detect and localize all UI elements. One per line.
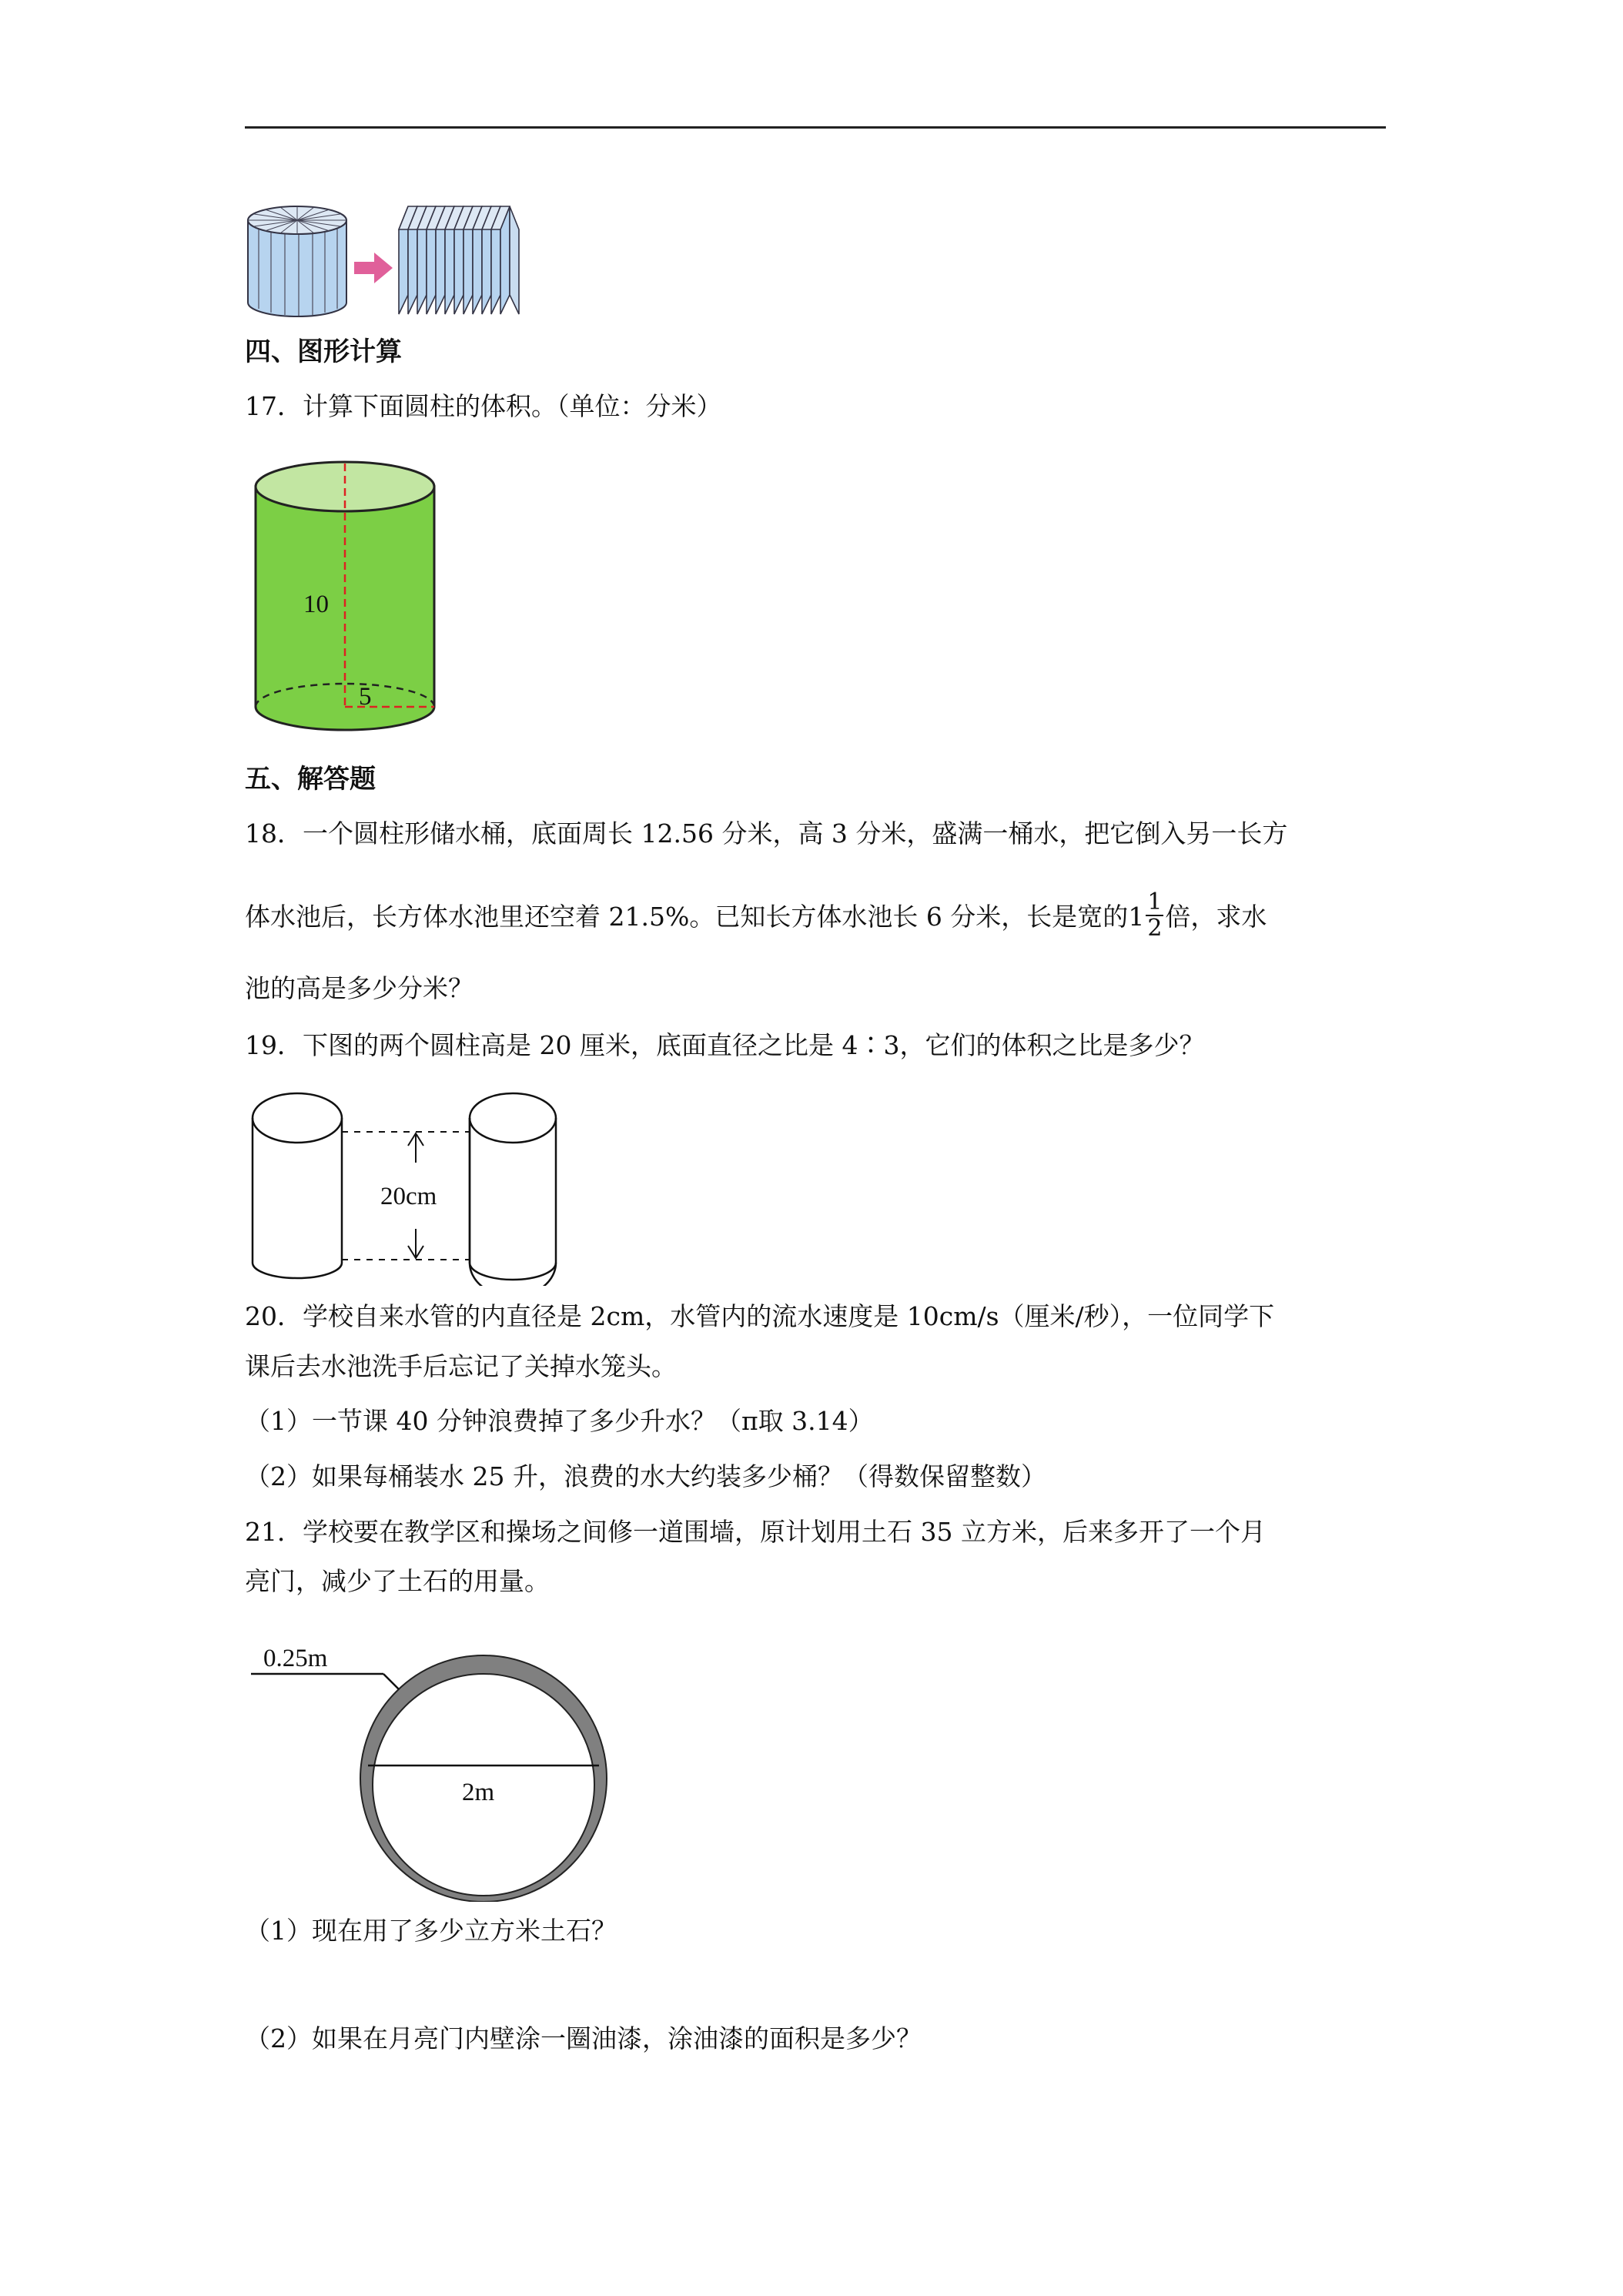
question-20-sub-1: （1）一节课 40 分钟浪费掉了多少升水？（π取 3.14）	[245, 1406, 874, 1436]
question-19-text: 19．下图的两个圆柱高是 20 厘米，底面直径之比是 4∶3，它们的体积之比是多少？	[245, 1030, 1205, 1060]
q19-two-cylinders-figure	[245, 1086, 568, 1286]
section-5-heading: 五、解答题	[245, 764, 376, 795]
question-21-sub-1: （1）现在用了多少立方米土石？	[245, 1916, 617, 1946]
fraction-denominator: 2	[1147, 915, 1163, 942]
q21-thickness-label: 0.25m	[263, 1645, 328, 1672]
q21-moon-gate-figure	[245, 1625, 614, 1902]
question-20-sub-2: （2）如果每桶装水 25 升，浪费的水大约装多少桶？（得数保留整数）	[245, 1461, 1046, 1491]
q19-height-label: 20cm	[380, 1183, 437, 1210]
question-18-line-2-a: 体水池后，长方体水池里还空着 21.5%。已知长方体水池长 6 分米，长是宽的	[245, 902, 1129, 932]
fraction-numerator: 1	[1147, 889, 1163, 915]
question-18-line-3: 池的高是多少分米？	[245, 973, 474, 1003]
question-21-line-1: 21．学校要在教学区和操场之间修一道围墙，原计划用土石 35 立方米，后来多开了一个月	[245, 1517, 1266, 1547]
mixed-number-whole: 1	[1128, 902, 1145, 932]
q17-cylinder-figure	[251, 454, 443, 747]
question-18-line-2-b: 倍，求水	[1165, 902, 1267, 932]
cylinder-slicing-figure	[245, 199, 530, 322]
q17-radius-label: 5	[359, 683, 372, 711]
fraction	[1146, 890, 1163, 941]
question-18-line-2	[245, 889, 1267, 944]
q21-diameter-label: 2m	[462, 1779, 495, 1806]
question-20-line-1: 20．学校自来水管的内直径是 2cm，水管内的流水速度是 10cm/s（厘米/秒），一位同学下	[245, 1301, 1275, 1331]
question-18-line-1: 18．一个圆柱形储水桶，底面周长 12.56 分米，高 3 分米，盛满一桶水，把它倒入另一长方	[245, 818, 1288, 848]
question-21-sub-2: （2）如果在月亮门内壁涂一圈油漆，涂油漆的面积是多少？	[245, 2023, 922, 2053]
section-4-heading: 四、图形计算	[245, 336, 402, 367]
header-rule	[245, 126, 1386, 129]
question-21-line-2: 亮门，减少了土石的用量。	[245, 1566, 550, 1596]
question-20-line-2: 课后去水池洗手后忘记了关掉水笼头。	[245, 1351, 677, 1381]
q17-height-label: 10	[303, 591, 329, 618]
question-17-text: 17．计算下面圆柱的体积。（单位：分米）	[245, 391, 722, 421]
